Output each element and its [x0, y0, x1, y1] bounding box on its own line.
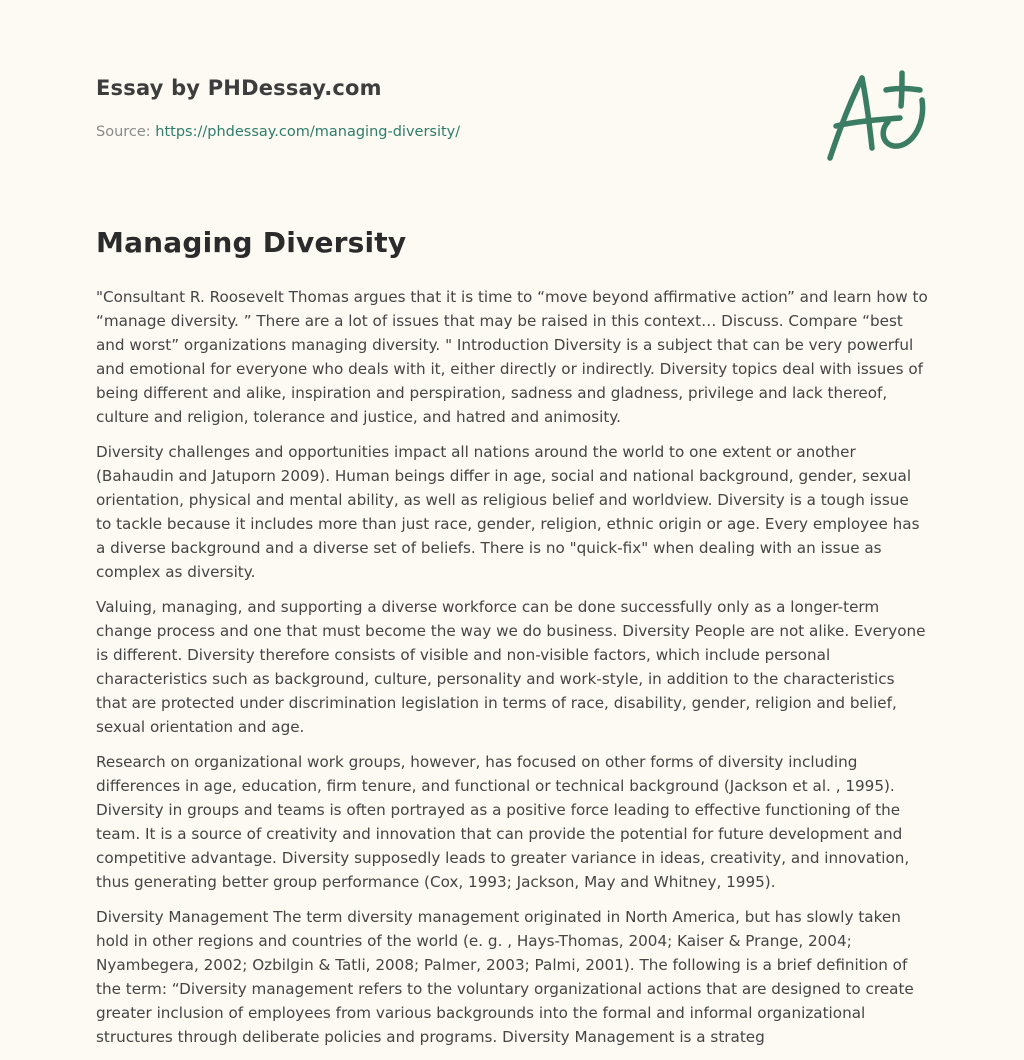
essay-paragraph: Research on organizational work groups, however, has focused on other forms of diversity including differences in age, education, firm tenure, and functional or technical background (Jackson et al. , 1995). Diversity in groups and teams is often portrayed as a positive force leading to effective functioning of the team. It is a source of creativity and innovation that can provide the potential for future development and competitive advantage. Diversity supposedly leads to greater variance in ideas, creativity, and innovation, thus generating better group performance (Cox, 1993; Jackson, May and Whitney, 1995). — [96, 753, 910, 891]
source-line — [96, 124, 460, 140]
site-title: Essay by PHDessay.com — [96, 76, 382, 100]
source-label: Source: — [96, 124, 151, 140]
essay-paragraph: Valuing, managing, and supporting a diverse workforce can be done successfully only as a longer-term change process and one that must become the way we do business. Diversity People are not alike. Everyone is different. Diversity therefore consists of visible and non-visible factors, which include personal characteristics such as background, culture, personality and work-style, in addition to the characteristics that are protected under discrimination legislation in terms of race, disability, gender, religion and belief, sexual orientation and age. — [96, 598, 926, 736]
essay-body — [96, 285, 928, 1060]
essay-paragraph: "Consultant R. Roosevelt Thomas argues that it is time to “move beyond affirmative action” and learn how to “manage diversity. ” There are a lot of issues that may be raised in this context… Discuss. Compare “best and worst” organizations managing diversity. " Introduction Diversity is a subject that can be very powerful and emotional for everyone who deals with it, either directly or indirectly. Diversity topics deal with issues of being different and alike, inspiration and perspiration, sadness and gladness, privilege and lack thereof, culture and religion, tolerance and justice, and hatred and animosity. — [96, 288, 928, 426]
essay-paragraph: Diversity challenges and opportunities impact all nations around the world to one extent or another (Bahaudin and Jatuporn 2009). Human beings differ in age, social and national background, gender, sexual orientation, physical and mental ability, as well as religious belief and worldview. Diversity is a tough issue to tackle because it includes more than just race, gender, religion, ethnic origin or age. Every employee has a diverse background and a diverse set of beliefs. There is no "quick-fix" when dealing with an issue as complex as diversity. — [96, 443, 920, 581]
essay-paragraph: Diversity Management The term diversity management originated in North America, but has slowly taken hold in other regions and countries of the world (e. g. , Hays-Thomas, 2004; Kaiser & Prange, 2004; Nyambegera, 2002; Ozbilgin & Tatli, 2008; Palmer, 2003; Palmi, 2001). The following is a brief definition of the term: “Diversity management refers to the voluntary organizational actions that are designed to create greater inclusion of employees from various backgrounds into the formal and informal organizational structures through deliberate policies and programs. Diversity Management is a strateg — [96, 908, 914, 1046]
essay-title: Managing Diversity — [96, 226, 407, 259]
source-link[interactable]: https://phdessay.com/managing-diversity/ — [155, 124, 461, 140]
a-plus-grade-icon — [822, 68, 926, 164]
